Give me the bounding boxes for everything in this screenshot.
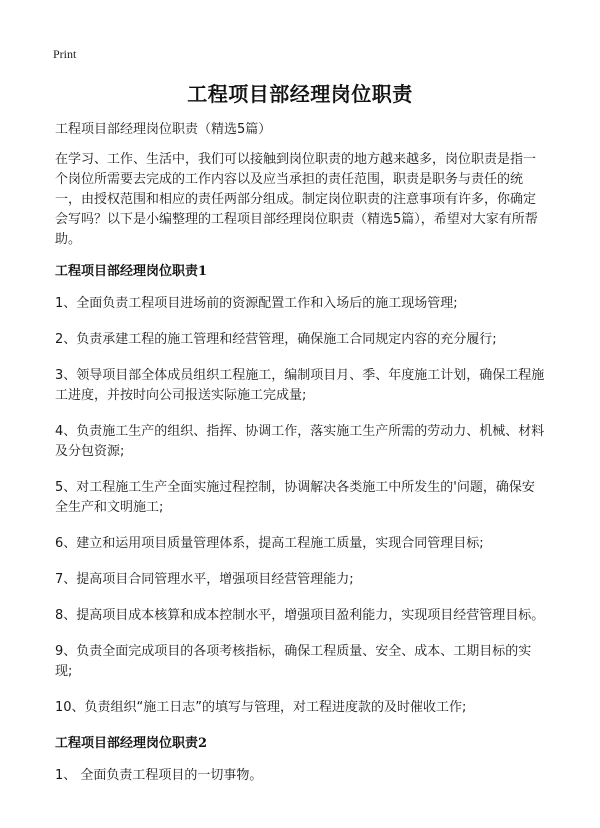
intro-paragraph: 在学习、工作、生活中，我们可以接触到岗位职责的地方越来越多，岗位职责是指一个岗位所需要去完成的工作内容以及应当承担的责任范围，职责是职务与责任的统一，由授权范围和相应的责任两部分组成。制定岗位职责的注意事项有许多，你确定会写吗？以下是小编整理的工程项目部经理岗位职责（精选5篇），希望对大家有所帮助。: [55, 152, 538, 247]
list-item: 5、对工程施工生产全面实施过程控制，协调解决各类施工中所发生的'问题，确保安全生产和文明施工;: [55, 480, 535, 515]
list-item: 1、 全面负责工程项目的一切事物。: [55, 768, 263, 783]
list-item: 1、全面负责工程项目进场前的资源配置工作和入场后的施工现场管理;: [55, 296, 458, 311]
list-item: 10、负责组织“施工日志”的填写与管理，对工程进度款的及时催收工作;: [55, 700, 467, 715]
document-subtitle: 工程项目部经理岗位职责（精选5篇）: [55, 122, 272, 137]
print-label[interactable]: Print: [53, 47, 77, 61]
list-item: 2、负责承建工程的施工管理和经营管理，确保施工合同规定内容的充分履行;: [55, 332, 497, 347]
list-item: 4、负责施工生产的组织、指挥、协调工作，落实施工生产所需的劳动力、机械、材料及分包资源;: [55, 424, 545, 459]
list-item: 8、提高项目成本核算和成本控制水平，增强项目盈利能力，实现项目经营管理目标。: [55, 608, 545, 623]
section-heading: 工程项目部经理岗位职责1: [55, 264, 208, 279]
page-title: 工程项目部经理岗位职责: [187, 82, 413, 106]
list-item: 9、负责全面完成项目的各项考核指标，确保工程质量、安全、成本、工期目标的实现;: [55, 644, 532, 679]
list-item: 6、建立和运用项目质量管理体系，提高工程施工质量，实现合同管理目标;: [55, 536, 484, 551]
section-heading: 工程项目部经理岗位职责2: [55, 736, 208, 751]
document-body: [55, 120, 547, 802]
list-item: 3、领导项目部全体成员组织工程施工，编制项目月、季、年度施工计划，确保工程施工进度，并按时向公司报送实际施工完成量;: [55, 368, 545, 403]
list-item: 7、提高项目合同管理水平，增强项目经营管理能力;: [55, 572, 354, 587]
